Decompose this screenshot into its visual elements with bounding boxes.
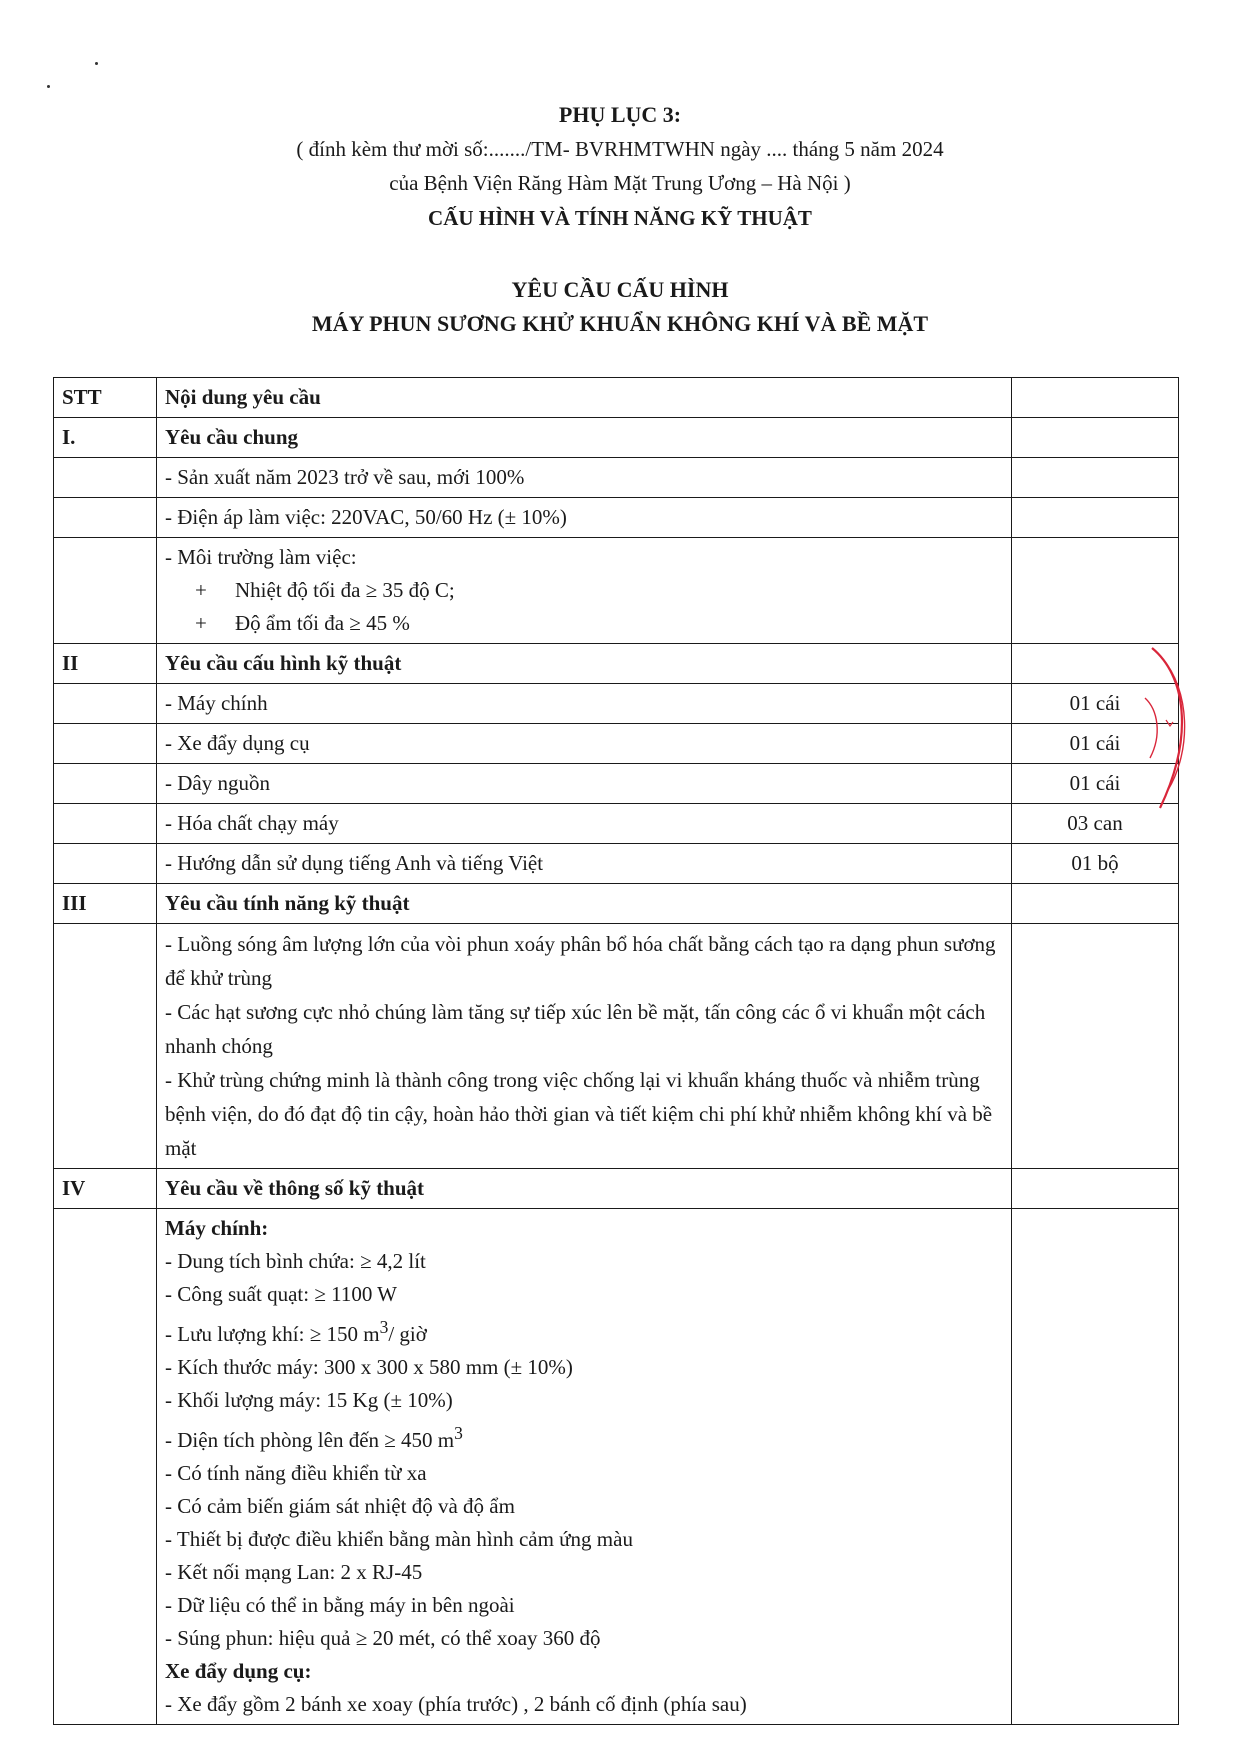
scan-speck bbox=[95, 62, 98, 65]
header-content: Nội dung yêu cầu bbox=[157, 378, 1012, 418]
spec-line: - Lưu lượng khí: ≥ 150 $m^3/$ giờ bbox=[165, 1317, 427, 1346]
device-title: MÁY PHUN SƯƠNG KHỬ KHUẨN KHÔNG KHÍ VÀ BỀ MẶT bbox=[311, 311, 929, 336]
section-number: I. bbox=[54, 418, 157, 458]
item-name: - Máy chính bbox=[157, 684, 1012, 724]
header-stt: STT bbox=[54, 378, 157, 418]
section-number: II bbox=[54, 644, 157, 684]
item-name: - Dây nguồn bbox=[157, 764, 1012, 804]
spec-line: - Súng phun: hiệu quả ≥ 20 mét, có thể xoay 360 độ bbox=[165, 1626, 601, 1650]
section-number: III bbox=[54, 884, 157, 924]
spec-line: - Có tính năng điều khiển từ xa bbox=[165, 1461, 427, 1485]
table-row bbox=[54, 538, 1179, 644]
spec-line: - Dung tích bình chứa: ≥ 4,2 lít bbox=[165, 1249, 426, 1273]
attachment-line-1: ( đính kèm thư mời số:......./TM- BVRHMTWHN ngày .... tháng 5 năm 2024 bbox=[296, 137, 944, 161]
cart-heading: Xe đẩy dụng cụ: bbox=[165, 1659, 312, 1683]
section-title: Yêu cầu chung bbox=[157, 418, 1012, 458]
features-cell bbox=[157, 924, 1012, 1169]
item-quantity: 01 cái bbox=[1012, 764, 1179, 804]
header-qty bbox=[1012, 378, 1179, 418]
spec-line: - Khối lượng máy: 15 Kg (± 10%) bbox=[165, 1388, 453, 1412]
bullet-text: Độ ẩm tối đa ≥ 45 % bbox=[235, 611, 410, 635]
section-row bbox=[54, 1169, 1179, 1209]
section-title: Yêu cầu về thông số kỹ thuật bbox=[157, 1169, 1012, 1209]
config-title: CẤU HÌNH VÀ TÍNH NĂNG KỸ THUẬT bbox=[428, 206, 812, 230]
item-quantity: 03 can bbox=[1012, 804, 1179, 844]
requirement-text: - Điện áp làm việc: 220VAC, 50/60 Hz (± 10%) bbox=[157, 498, 1012, 538]
section-number: IV bbox=[54, 1169, 157, 1209]
spec-line: - Có cảm biến giám sát nhiệt độ và độ ẩm bbox=[165, 1494, 515, 1518]
table-row bbox=[54, 458, 1179, 498]
section-row bbox=[54, 644, 1179, 684]
table-row bbox=[54, 924, 1179, 1169]
table-row bbox=[54, 1209, 1179, 1725]
section-row bbox=[54, 884, 1179, 924]
feature-text: - Các hạt sương cực nhỏ chúng làm tăng sự tiếp xúc lên bề mặt, tấn công các ổ vi khuẩn một cách nhanh chóng bbox=[165, 1000, 986, 1058]
scan-speck bbox=[47, 85, 50, 88]
spec-line: - Thiết bị được điều khiển bằng màn hình cảm ứng màu bbox=[165, 1527, 633, 1551]
attachment-line-2: của Bệnh Viện Răng Hàm Mặt Trung Ương – Hà Nội ) bbox=[389, 171, 851, 195]
spec-line: - Diện tích phòng lên đến ≥ 450 $m^3$ bbox=[165, 1423, 463, 1452]
requirement-text: - Môi trường làm việc: bbox=[165, 545, 357, 569]
bullet-mark: + bbox=[195, 578, 207, 602]
spec-line: - Xe đẩy gồm 2 bánh xe xoay (phía trước) , 2 bánh cố định (phía sau) bbox=[165, 1692, 747, 1716]
appendix-title: PHỤ LỤC 3: bbox=[558, 102, 682, 127]
specs-cell bbox=[157, 1209, 1012, 1725]
main-unit-heading: Máy chính: bbox=[165, 1216, 269, 1240]
spec-line: - Dữ liệu có thể in bằng máy in bên ngoài bbox=[165, 1593, 515, 1617]
bullet-mark: + bbox=[195, 611, 207, 635]
bullet-item bbox=[165, 607, 1003, 640]
item-quantity: 01 bộ bbox=[1012, 844, 1179, 884]
table-row bbox=[54, 498, 1179, 538]
table-row bbox=[54, 684, 1179, 724]
bullet-item bbox=[165, 574, 1003, 607]
table-row bbox=[54, 724, 1179, 764]
requirement-text: - Sản xuất năm 2023 trở về sau, mới 100% bbox=[157, 458, 1012, 498]
table-row bbox=[54, 844, 1179, 884]
spec-line: - Kết nối mạng Lan: 2 x RJ-45 bbox=[165, 1560, 423, 1584]
item-quantity: 01 cái bbox=[1012, 684, 1179, 724]
item-name: - Hóa chất chạy máy bbox=[157, 804, 1012, 844]
item-name: - Hướng dẫn sử dụng tiếng Anh và tiếng Việt bbox=[157, 844, 1012, 884]
item-name: - Xe đẩy dụng cụ bbox=[157, 724, 1012, 764]
table-row bbox=[54, 764, 1179, 804]
spec-table bbox=[53, 377, 1179, 1725]
requirement-title: YÊU CẦU CẤU HÌNH bbox=[511, 277, 729, 302]
table-row bbox=[54, 804, 1179, 844]
spec-line: - Công suất quạt: ≥ 1100 W bbox=[165, 1282, 398, 1306]
item-quantity: 01 cái bbox=[1012, 724, 1179, 764]
red-stamp-mark bbox=[1140, 640, 1220, 820]
environment-cell bbox=[157, 538, 1012, 644]
spec-line: - Kích thước máy: 300 x 300 x 580 mm (± 10%) bbox=[165, 1355, 573, 1379]
section-title: Yêu cầu cấu hình kỹ thuật bbox=[157, 644, 1012, 684]
feature-text: - Luồng sóng âm lượng lớn của vòi phun xoáy phân bổ hóa chất bằng cách tạo ra dạng phun sương để khử trùng bbox=[165, 932, 996, 990]
section-title: Yêu cầu tính năng kỹ thuật bbox=[157, 884, 1012, 924]
bullet-text: Nhiệt độ tối đa ≥ 35 độ C; bbox=[235, 578, 455, 602]
section-row bbox=[54, 418, 1179, 458]
table-header-row bbox=[54, 378, 1179, 418]
feature-text: - Khử trùng chứng minh là thành công trong việc chống lại vi khuẩn kháng thuốc và nhiễm trùng bệnh viện, do đó đạt độ tin cậy, hoàn hảo thời gian và tiết kiệm chi phí khử nhiễm không khí và bề mặt bbox=[165, 1068, 993, 1160]
